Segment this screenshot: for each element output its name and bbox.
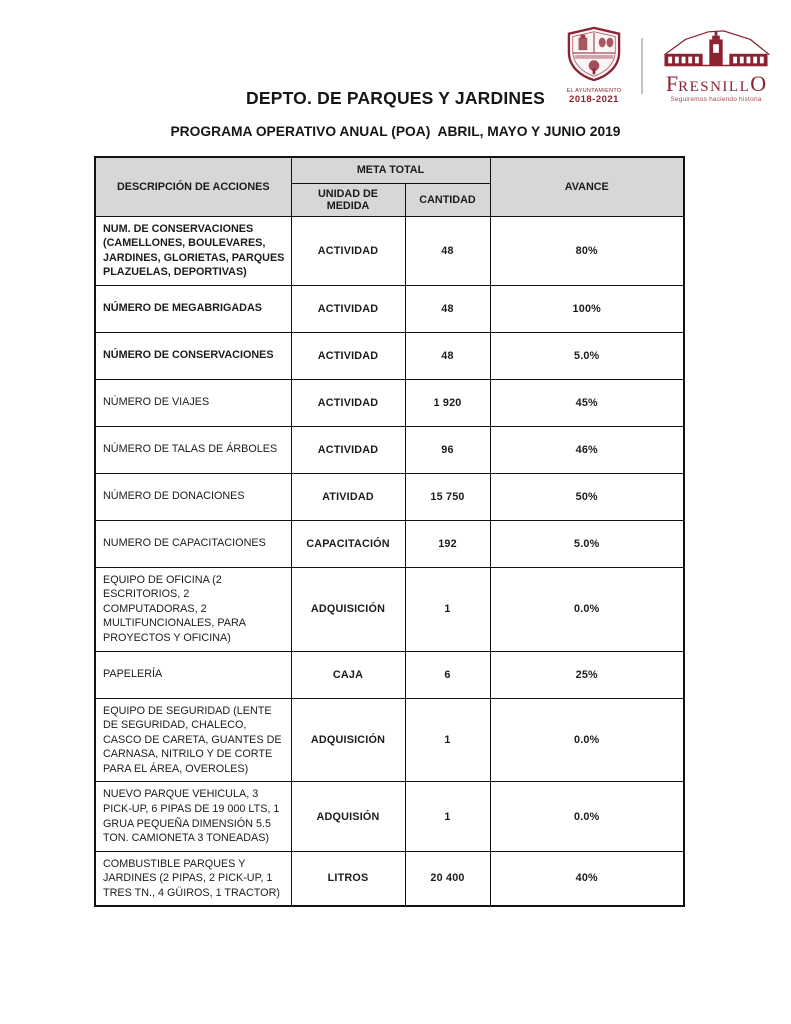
cell-unidad-de-medida: ACTIVIDAD (291, 379, 405, 426)
cell-cantidad: 96 (405, 426, 490, 473)
cell-unidad-de-medida: ATIVIDAD (291, 473, 405, 520)
table-row (95, 782, 684, 851)
cell-unidad-de-medida: CAPACITACIÓN (291, 520, 405, 567)
poa-table (94, 156, 685, 907)
cell-avance: 5.0% (490, 520, 684, 567)
poa-table-header (95, 157, 684, 216)
table-row (95, 651, 684, 698)
cell-descripcion: NUM. DE CONSERVACIONES (CAMELLONES, BOULEVARES, JARDINES, GLORIETAS, PARQUES PLAZUELAS, DEPORTIVAS) (95, 216, 291, 285)
cell-descripcion: NUEVO PARQUE VEHICULA, 3 PICK-UP, 6 PIPAS DE 19 000 LTS, 1 GRUA PEQUEÑA DIMENSIÓN 5.5 TON. CAMIONETA 3 TONEADAS) (95, 782, 291, 851)
cell-unidad-de-medida: ACTIVIDAD (291, 285, 405, 332)
cell-descripcion: EQUIPO DE OFICINA (2 ESCRITORIOS, 2 COMPUTADORAS, 2 MULTIFUNCIONALES, PARA PROYECTOS Y OFICINA) (95, 567, 291, 651)
fresnillo-wordmark: FRESNILLO (665, 71, 767, 96)
crest-term: 2018-2021 (569, 94, 619, 105)
cell-descripcion: COMBUSTIBLE PARQUES Y JARDINES (2 PIPAS, 2 PICK-UP, 1 TRES TN., 4 GÜIROS, 1 TRACTOR) (95, 851, 291, 906)
cell-avance: 80% (490, 216, 684, 285)
cell-unidad-de-medida: CAJA (291, 651, 405, 698)
cell-cantidad: 20 400 (405, 851, 490, 906)
fresnillo-building-icon (657, 28, 775, 70)
cell-cantidad: 48 (405, 216, 490, 285)
col-header-meta-total: META TOTAL (291, 157, 490, 183)
cell-descripcion: NÚMERO DE CONSERVACIONES (95, 332, 291, 379)
cell-unidad-de-medida: LITROS (291, 851, 405, 906)
cell-cantidad: 48 (405, 285, 490, 332)
cell-avance: 5.0% (490, 332, 684, 379)
table-row (95, 567, 684, 651)
logo-divider (641, 38, 643, 94)
cell-cantidad: 1 920 (405, 379, 490, 426)
col-header-avance: AVANCE (490, 157, 684, 216)
cell-cantidad: 6 (405, 651, 490, 698)
page-subtitle: PROGRAMA OPERATIVO ANUAL (POA) ABRIL, MAYO Y JUNIO 2019 (170, 124, 621, 139)
cell-avance: 50% (490, 473, 684, 520)
table-row (95, 520, 684, 567)
cell-avance: 0.0% (490, 782, 684, 851)
cell-descripcion: NÚMERO DE TALAS DE ÁRBOLES (95, 426, 291, 473)
table-row (95, 332, 684, 379)
cell-avance: 40% (490, 851, 684, 906)
cell-descripcion: NÚMERO DE VIAJES (95, 379, 291, 426)
page-title: DEPTO. DE PARQUES Y JARDINES (246, 88, 545, 108)
cell-avance: 46% (490, 426, 684, 473)
cell-unidad-de-medida: ACTIVIDAD (291, 426, 405, 473)
cell-descripcion: PAPELERÍA (95, 651, 291, 698)
cell-unidad-de-medida: ACTIVIDAD (291, 216, 405, 285)
cell-descripcion: EQUIPO DE SEGURIDAD (LENTE DE SEGURIDAD, CHALECO, CASCO DE CARETA, GUANTES DE CARNASA, NITRILO Y DE CORTE PARA EL ÁREA, OVEROLES) (95, 698, 291, 782)
cell-cantidad: 1 (405, 567, 490, 651)
cell-cantidad: 15 750 (405, 473, 490, 520)
fresnillo-tagline: Seguiremos haciendo historia (670, 96, 762, 103)
cell-descripcion: NUMERO DE CAPACITACIONES (95, 520, 291, 567)
cell-avance: 25% (490, 651, 684, 698)
cell-unidad-de-medida: ACTIVIDAD (291, 332, 405, 379)
crest-shield-icon (565, 26, 623, 82)
cell-avance: 0.0% (490, 698, 684, 782)
table-row (95, 379, 684, 426)
cell-descripcion: NÚMERO DE DONACIONES (95, 473, 291, 520)
cell-avance: 45% (490, 379, 684, 426)
table-row (95, 473, 684, 520)
col-header-descripcion: DESCRIPCIÓN DE ACCIONES (95, 157, 291, 216)
cell-avance: 100% (490, 285, 684, 332)
cell-unidad-de-medida: ADQUISICIÓN (291, 698, 405, 782)
cell-cantidad: 1 (405, 698, 490, 782)
col-header-unidad: UNIDAD DE MEDIDA (291, 183, 405, 216)
cell-cantidad: 1 (405, 782, 490, 851)
cell-unidad-de-medida: ADQUISICIÓN (291, 567, 405, 651)
poa-table-body (95, 216, 684, 906)
cell-cantidad: 48 (405, 332, 490, 379)
cell-avance: 0.0% (490, 567, 684, 651)
cell-cantidad: 192 (405, 520, 490, 567)
col-header-cantidad: CANTIDAD (405, 183, 490, 216)
cell-descripcion: NÚMERO DE MEGABRIGADAS (95, 285, 291, 332)
table-row (95, 216, 684, 285)
table-row (95, 426, 684, 473)
cell-unidad-de-medida: ADQUISIÓN (291, 782, 405, 851)
table-row (95, 698, 684, 782)
table-row (95, 851, 684, 906)
table-row (95, 285, 684, 332)
crest-caption: EL AYUNTAMIENTO (566, 88, 622, 94)
